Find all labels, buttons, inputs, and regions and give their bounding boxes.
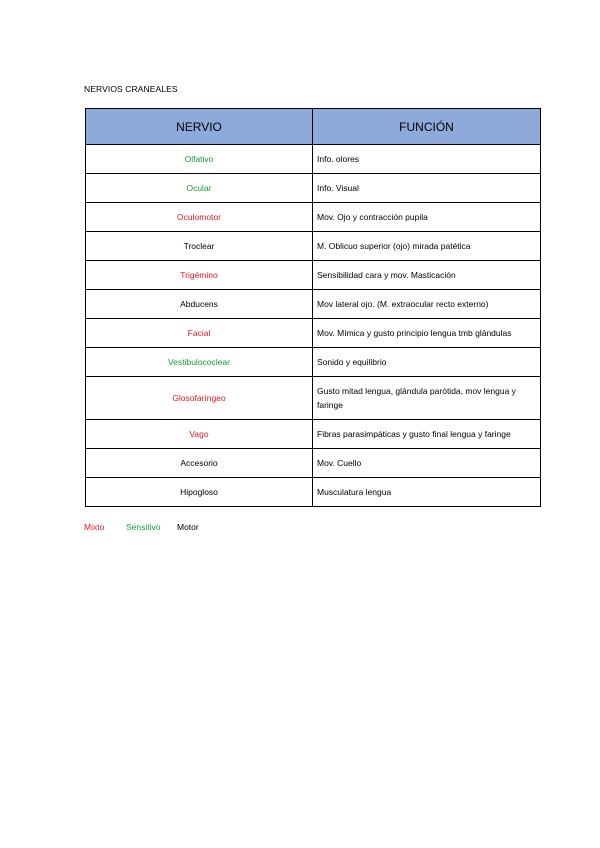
table-row <box>86 203 541 232</box>
nerve-function: Info. Visual <box>313 174 541 203</box>
legend-sensitivo: Sensitivo <box>126 522 161 532</box>
table-row <box>86 319 541 348</box>
table-row <box>86 174 541 203</box>
header-nervio: NERVIO <box>86 109 313 145</box>
nerve-function: Info. olores <box>313 145 541 174</box>
nerve-name: Accesorio <box>86 449 313 478</box>
table-row <box>86 145 541 174</box>
nerve-name: Oculomotor <box>86 203 313 232</box>
nerve-function: Mov lateral ojo. (M. extraocular recto externo) <box>313 290 541 319</box>
nerve-function: Sonido y equilibrio <box>313 348 541 377</box>
table-row <box>86 232 541 261</box>
nerve-function: Fibras parasimpáticas y gusto final lengua y faringe <box>313 420 541 449</box>
nerve-name: Abducens <box>86 290 313 319</box>
nerve-name: Vago <box>86 420 313 449</box>
table-row <box>86 420 541 449</box>
table-row <box>86 261 541 290</box>
legend-motor: Motor <box>177 522 199 532</box>
table-header-row <box>86 109 541 145</box>
nerve-function: Mov. Mímica y gusto principio lengua tmb glándulas <box>313 319 541 348</box>
table-row <box>86 290 541 319</box>
table-row <box>86 449 541 478</box>
nerve-function: Mov. Ojo y contracción pupila <box>313 203 541 232</box>
nerve-function: M. Oblicuo superior (ojo) mirada patética <box>313 232 541 261</box>
nerve-name: Vestibulococlear <box>86 348 313 377</box>
nerve-name: Troclear <box>86 232 313 261</box>
table-row <box>86 478 541 507</box>
nerve-name: Hipogloso <box>86 478 313 507</box>
nerve-name: Ocular <box>86 174 313 203</box>
cranial-nerves-table <box>85 108 541 507</box>
table-row <box>86 377 541 420</box>
nerve-name: Olfativo <box>86 145 313 174</box>
legend-mixto: Mixto <box>84 522 105 532</box>
nerve-function: Musculatura lengua <box>313 478 541 507</box>
page-title: NERVIOS CRANEALES <box>84 84 178 94</box>
nerve-name: Facial <box>86 319 313 348</box>
nerve-name: Glosofaríngeo <box>86 377 313 420</box>
nerve-function: Gusto mitad lengua, glándula parótida, mov lengua y faringe <box>313 377 541 420</box>
header-funcion: FUNCIÓN <box>313 109 541 145</box>
table-row <box>86 348 541 377</box>
nerve-name: Trigémino <box>86 261 313 290</box>
nerve-function: Mov. Cuello <box>313 449 541 478</box>
nerve-function: Sensibilidad cara y mov. Masticación <box>313 261 541 290</box>
